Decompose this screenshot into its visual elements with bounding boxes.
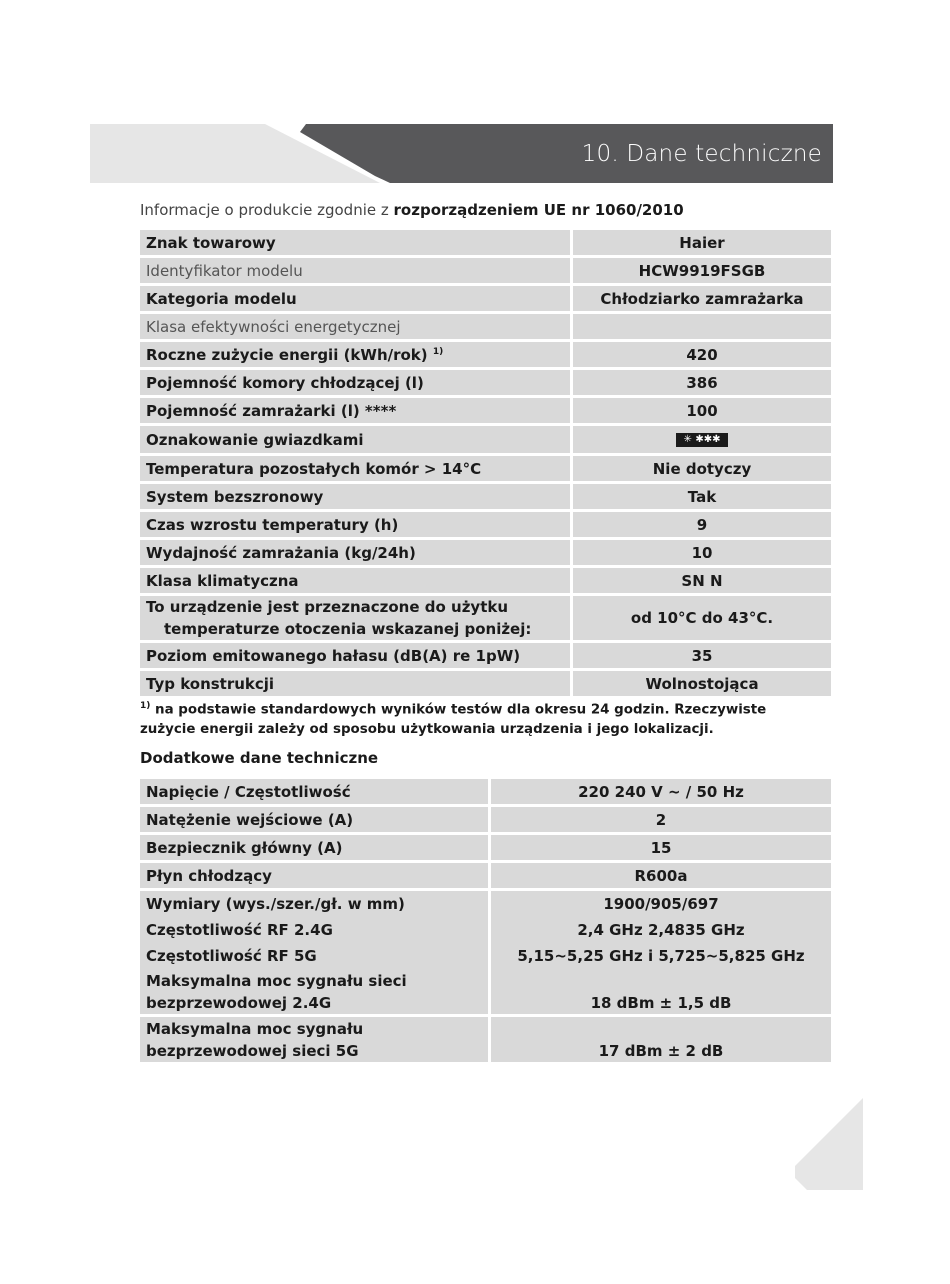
table-row [140,286,831,314]
intro-prefix: Informacje o produkcie zgodnie z [140,201,394,219]
spec-value-text: Nie dotyczy [652,459,752,478]
table-row [140,456,831,484]
additional-label-text: Wymiary (wys./szer./gł. w mm) [146,895,405,913]
spec-label-text: Czas wzrostu temperatury (h) [146,515,399,534]
spec-value [573,286,831,314]
spec-label [140,230,573,258]
additional-label-text: Maksymalna moc sygnału sieci [146,971,407,990]
spec-label [140,258,573,286]
table-row [140,643,831,671]
spec-label [140,643,573,671]
spec-label-text: Kategoria modelu [146,289,297,308]
table-row [140,568,831,596]
spec-label-text: System bezszronowy [146,487,324,506]
spec-label-text: Znak towarowy [146,233,276,252]
additional-label [140,835,491,863]
footnote-text: na podstawie standardowych wyników testów dla okresu 24 godzin. Rzeczywiste zużycie energii zależy od sposobu użytkowania urządzenia i jego lokalizacji. [140,702,767,738]
table-row [140,596,831,643]
spec-value [573,398,831,426]
spec-value-text: Haier [679,233,725,252]
spec-value [573,568,831,596]
spec-label-text: Pojemność zamrażarki (l) **** [146,401,397,420]
spec-label [140,596,573,643]
additional-value [491,943,831,969]
additional-value [491,863,831,891]
table-row [140,484,831,512]
intro-regulation: rozporządzeniem UE nr 1060/2010 [393,201,684,219]
additional-value [491,835,831,863]
spec-value-text: 10 [691,543,713,562]
table-row [140,426,831,456]
additional-label [140,1017,491,1065]
spec-label [140,671,573,699]
additional-value [491,807,831,835]
additional-label-text: Częstotliwość RF 2.4G [146,921,333,939]
spec-label-text: Klasa efektywności energetycznej [146,317,401,336]
additional-label-text-line2: bezprzewodowej sieci 5G [146,1041,359,1060]
table-row [140,1017,831,1065]
additional-label-text: Częstotliwość RF 5G [146,947,317,965]
spec-label [140,342,573,370]
additional-label-text: Płyn chłodzący [146,866,272,885]
spec-label [140,540,573,568]
additional-label-text-line2: bezprzewodowej 2.4G [146,993,332,1012]
additional-data-title: Dodatkowe dane techniczne [140,749,379,767]
table-row [140,370,831,398]
table-row [140,969,831,1017]
spec-value [573,484,831,512]
spec-label [140,456,573,484]
spec-value-text: 420 [686,345,718,364]
additional-label [140,863,491,891]
spec-label [140,398,573,426]
spec-label-text: Temperatura pozostałych komór > 14°C [146,459,482,478]
spec-label [140,512,573,540]
additional-label [140,891,491,917]
spec-label [140,568,573,596]
spec-value [573,671,831,699]
table-row [140,671,831,699]
table-row [140,835,831,863]
additional-label-text: Maksymalna moc sygnału [146,1019,364,1038]
additional-value [491,779,831,807]
spec-value-text: 100 [686,401,718,420]
spec-label-text: Typ konstrukcji [146,674,275,693]
additional-label-text: Bezpiecznik główny (A) [146,838,343,857]
spec-label-text: Oznakowanie gwiazdkami [146,430,364,449]
additional-value [491,917,831,943]
spec-label-text-line2: temperaturze otoczenia wskazanej poniżej: [164,620,532,638]
spec-value [573,456,831,484]
additional-label-text: Napięcie / Częstotliwość [146,782,351,801]
spec-value-text: Tak [687,487,717,506]
additional-label [140,807,491,835]
spec-value [573,540,831,568]
additional-label [140,917,491,943]
table-row [140,863,831,891]
spec-label [140,314,573,342]
page-title: 10. Dane techniczne [581,141,822,167]
additional-data-table [140,779,831,1065]
additional-value-text: 15 [650,838,672,857]
additional-value-text: 2 [655,810,667,829]
product-info-table [140,230,831,699]
spec-value [573,596,831,643]
additional-value-text: 1900/905/697 [603,895,719,913]
spec-value-text: 9 [696,515,708,534]
spec-label-text: Identyfikator modelu [146,261,303,280]
spec-value-text: 35 [691,646,713,665]
table-row [140,540,831,568]
spec-label [140,286,573,314]
spec-label-text: Roczne zużycie energii (kWh/rok) [146,345,428,364]
table-row [140,342,831,370]
table-row [140,891,831,917]
spec-value-text: od 10°C do 43°C. [630,609,774,627]
additional-label [140,969,491,1017]
footnote [140,696,820,740]
additional-value-text: 5,15~5,25 GHz i 5,725~5,825 GHz [517,947,805,965]
additional-value-text: 17 dBm ± 2 dB [598,1042,724,1060]
additional-value [491,969,831,1017]
spec-value [573,342,831,370]
spec-label-text: Poziom emitowanego hałasu (dB(A) re 1pW) [146,646,521,665]
spec-label-sup: 1) [432,346,444,357]
freezer-star-rating-icon: ✳ ✱✱✱ [676,433,728,447]
spec-value [573,258,831,286]
spec-value [573,512,831,540]
spec-label-text: To urządzenie jest przeznaczone do użytku [146,598,509,616]
spec-value-text: Chłodziarko zamrażarka [600,289,804,308]
additional-label [140,943,491,969]
spec-value [573,230,831,258]
footnote-marker: 1) [140,701,151,711]
additional-value-text: 220 240 V ~ / 50 Hz [578,782,744,801]
table-row [140,230,831,258]
spec-value [573,643,831,671]
spec-label-text: Klasa klimatyczna [146,571,299,590]
table-row [140,917,831,943]
table-row [140,314,831,342]
spec-value-text: SN N [681,571,723,590]
table-row [140,779,831,807]
spec-value [573,314,831,342]
spec-label [140,484,573,512]
spec-value-text: 386 [686,373,718,392]
spec-value [573,370,831,398]
spec-value-text: Wolnostojąca [645,674,759,693]
spec-value-text: HCW9919FSGB [638,261,766,280]
page-corner-decoration [795,1098,865,1190]
additional-value-text: 2,4 GHz 2,4835 GHz [577,921,745,939]
additional-value-text: 18 dBm ± 1,5 dB [590,994,732,1012]
intro-text [140,201,684,219]
additional-value-text: R600a [634,866,688,885]
additional-label-text: Natężenie wejściowe (A) [146,810,354,829]
additional-label [140,779,491,807]
spec-label-text: Wydajność zamrażania (kg/24h) [146,543,416,562]
table-row [140,512,831,540]
table-row [140,943,831,969]
additional-value [491,891,831,917]
spec-label [140,426,573,456]
additional-value [491,1017,831,1065]
spec-label [140,370,573,398]
spec-label-text: Pojemność komory chłodzącej (l) [146,373,424,392]
table-row [140,258,831,286]
table-row [140,807,831,835]
spec-value [573,426,831,456]
table-row [140,398,831,426]
